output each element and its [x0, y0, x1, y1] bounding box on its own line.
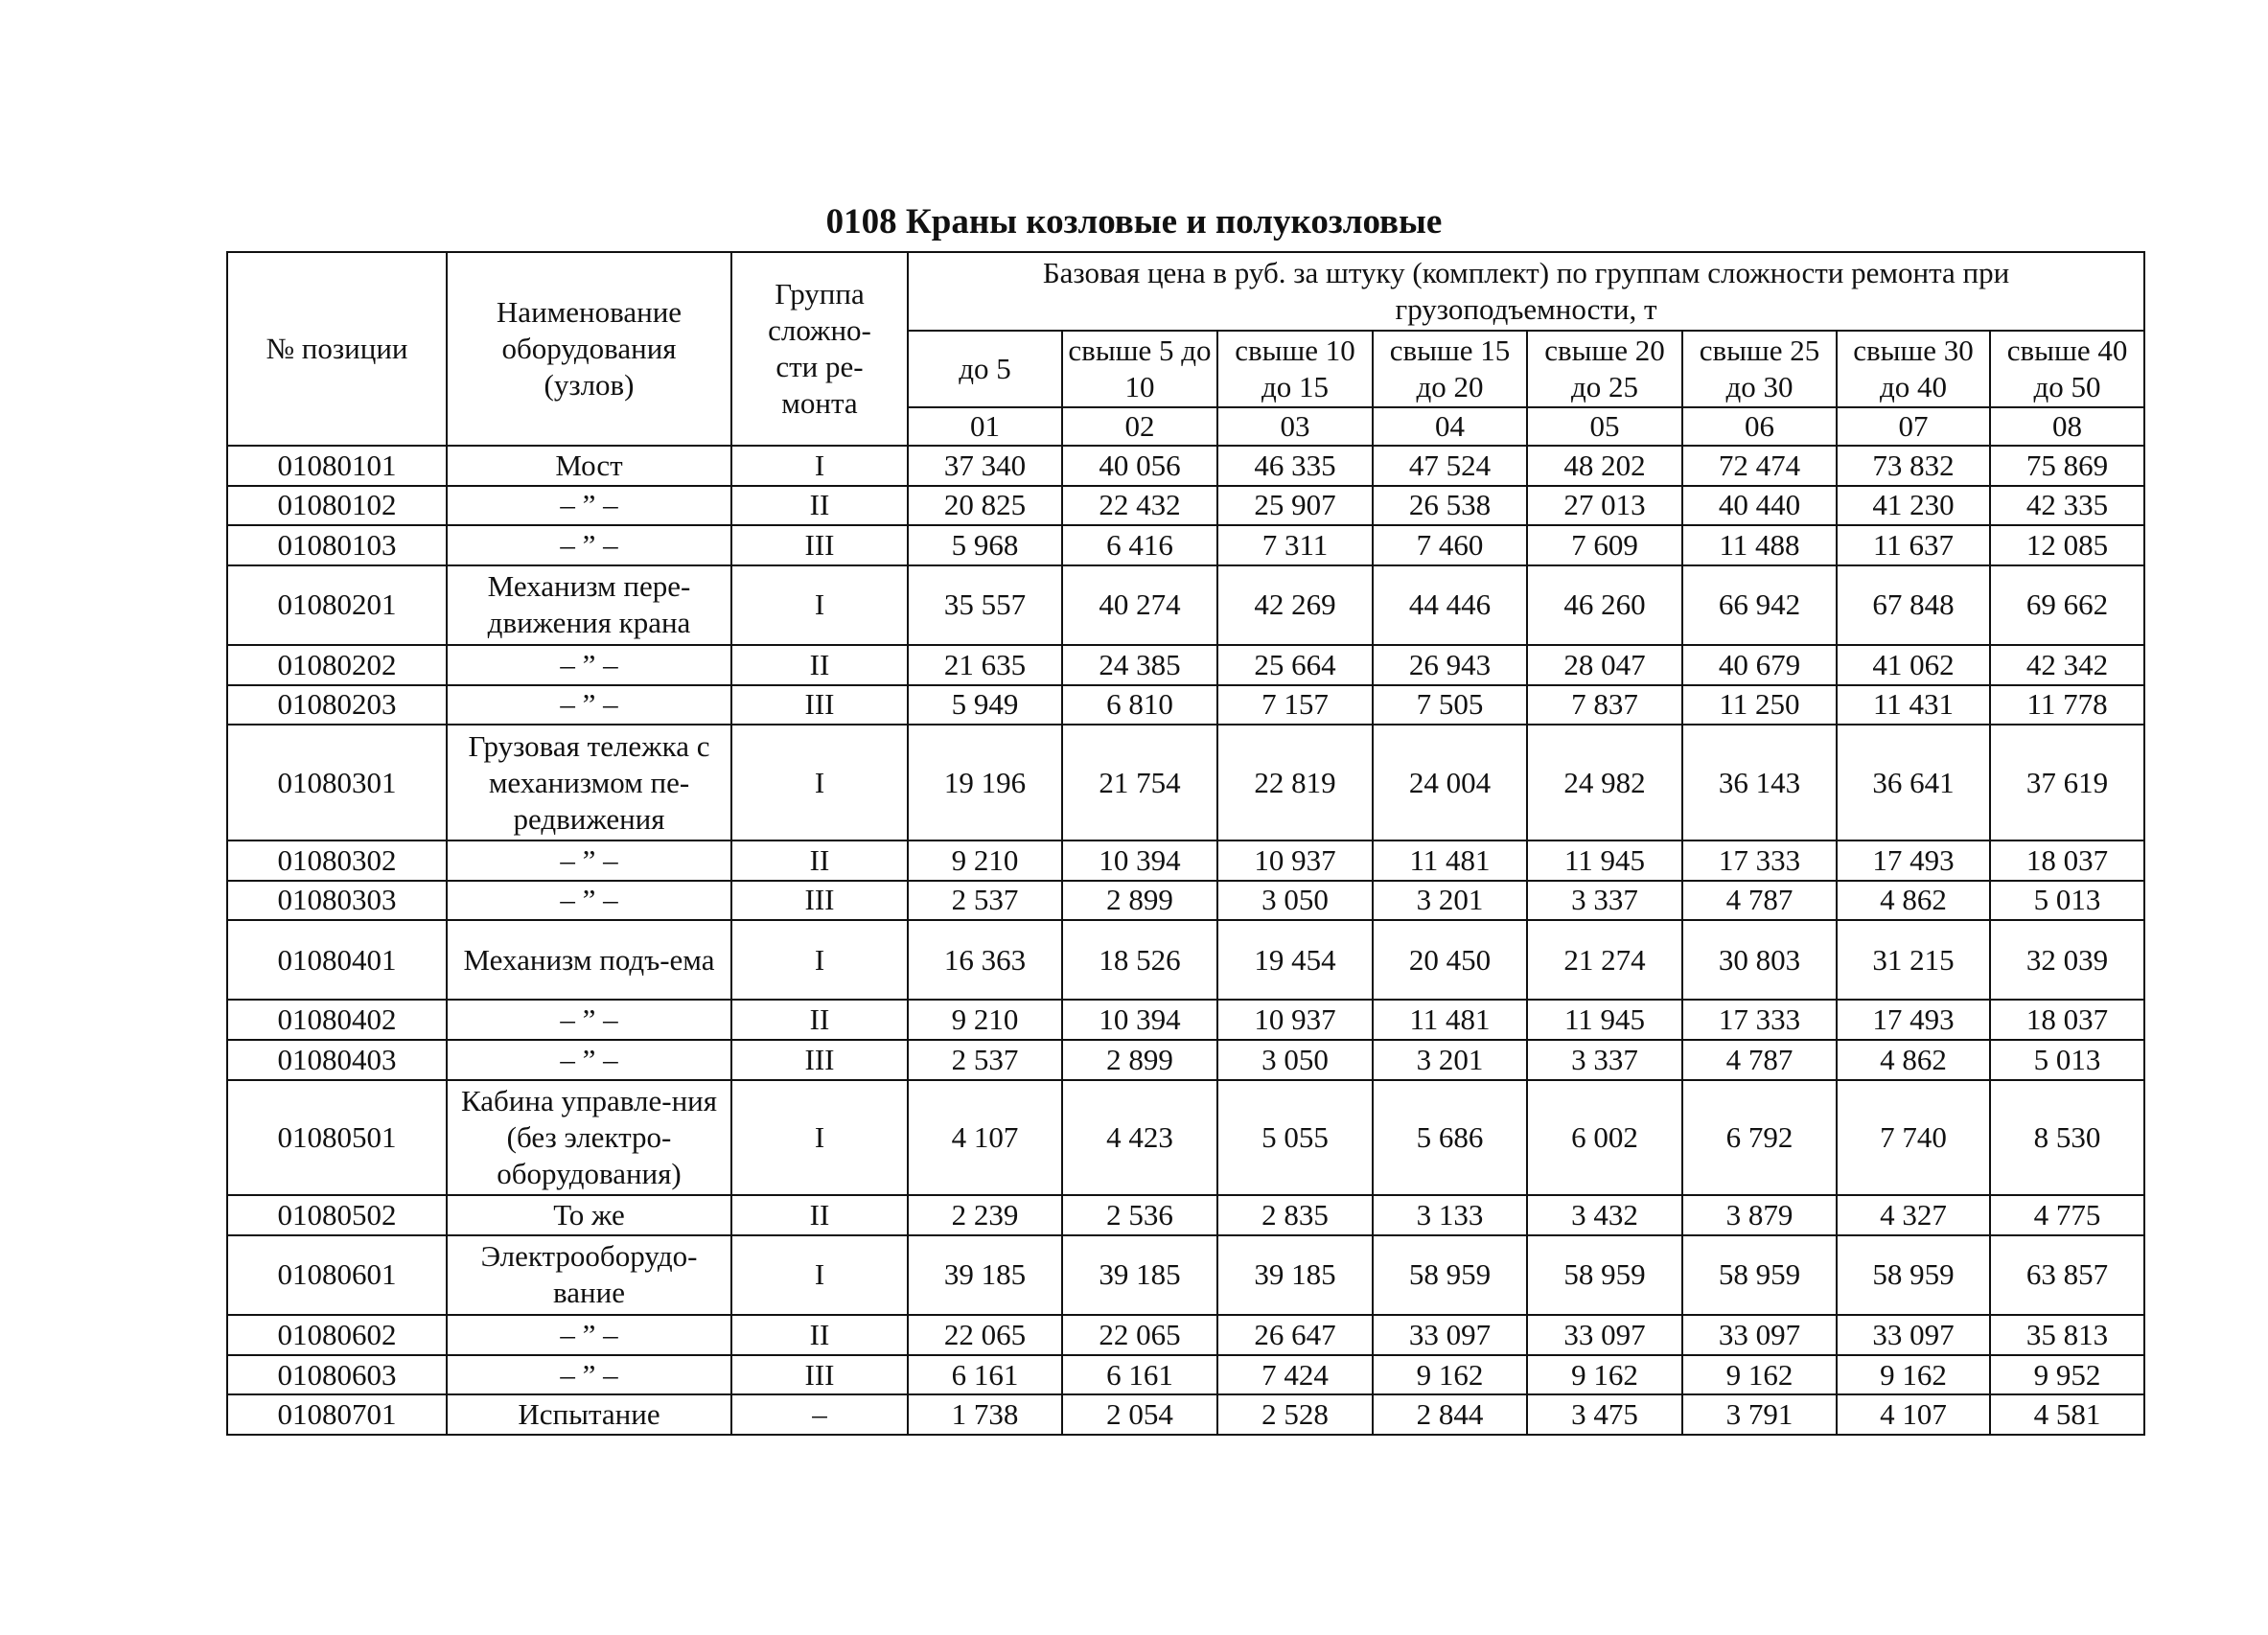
table-row: [227, 1355, 2144, 1395]
price-cell: 39 185: [1062, 1235, 1217, 1315]
table-row: [227, 565, 2144, 645]
table-row: [227, 446, 2144, 486]
price-cell: 22 065: [908, 1315, 1062, 1355]
position-code: 01080302: [227, 841, 447, 881]
price-cell: 4 862: [1837, 881, 1990, 921]
price-cell: 9 162: [1682, 1355, 1837, 1395]
price-cell: 2 536: [1062, 1195, 1217, 1235]
table-row: [227, 1080, 2144, 1196]
equipment-name: Механизм подъ-ема: [447, 920, 731, 1000]
price-cell: 7 424: [1217, 1355, 1373, 1395]
price-cell: 25 664: [1217, 645, 1373, 685]
col-header-range: свыше 15 до 20: [1373, 331, 1527, 407]
price-cell: 41 230: [1837, 486, 1990, 526]
price-cell: 7 740: [1837, 1080, 1990, 1196]
repair-group: II: [731, 1315, 908, 1355]
price-cell: 26 647: [1217, 1315, 1373, 1355]
equipment-name: – ” –: [447, 525, 731, 565]
price-cell: 9 210: [908, 841, 1062, 881]
price-cell: 11 637: [1837, 525, 1990, 565]
price-cell: 22 065: [1062, 1315, 1217, 1355]
price-cell: 2 899: [1062, 881, 1217, 921]
price-cell: 3 879: [1682, 1195, 1837, 1235]
table-row: [227, 1000, 2144, 1040]
repair-group: I: [731, 725, 908, 841]
price-cell: 5 949: [908, 685, 1062, 725]
table-row: [227, 1315, 2144, 1355]
price-cell: 40 679: [1682, 645, 1837, 685]
position-code: 01080201: [227, 565, 447, 645]
price-cell: 40 056: [1062, 446, 1217, 486]
repair-group: II: [731, 645, 908, 685]
repair-group: I: [731, 1080, 908, 1196]
position-code: 01080701: [227, 1394, 447, 1435]
price-cell: 4 107: [908, 1080, 1062, 1196]
price-cell: 67 848: [1837, 565, 1990, 645]
price-cell: 6 810: [1062, 685, 1217, 725]
col-header-name: Наименование оборудования (узлов): [447, 252, 731, 446]
price-cell: 11 945: [1527, 841, 1682, 881]
equipment-name: – ” –: [447, 841, 731, 881]
price-cell: 42 269: [1217, 565, 1373, 645]
price-cell: 33 097: [1682, 1315, 1837, 1355]
price-cell: 2 528: [1217, 1394, 1373, 1435]
price-cell: 30 803: [1682, 920, 1837, 1000]
col-header-code: 05: [1527, 407, 1682, 446]
position-code: 01080603: [227, 1355, 447, 1395]
price-cell: 39 185: [1217, 1235, 1373, 1315]
col-header-group: Группа сложно-сти ре-монта: [731, 252, 908, 446]
price-cell: 1 738: [908, 1394, 1062, 1435]
price-cell: 26 538: [1373, 486, 1527, 526]
repair-group: III: [731, 881, 908, 921]
col-header-code: 01: [908, 407, 1062, 446]
price-cell: 4 787: [1682, 881, 1837, 921]
table-row: [227, 1040, 2144, 1080]
col-header-code: 08: [1990, 407, 2144, 446]
position-code: 01080403: [227, 1040, 447, 1080]
price-cell: 4 327: [1837, 1195, 1990, 1235]
price-cell: 33 097: [1837, 1315, 1990, 1355]
table-row: [227, 685, 2144, 725]
price-cell: 33 097: [1527, 1315, 1682, 1355]
col-header-price: Базовая цена в руб. за штуку (комплект) по группам сложности ремонта при грузоподъемности, т: [908, 252, 2144, 331]
position-code: 01080101: [227, 446, 447, 486]
price-cell: 22 432: [1062, 486, 1217, 526]
price-cell: 9 952: [1990, 1355, 2144, 1395]
price-cell: 44 446: [1373, 565, 1527, 645]
price-cell: 75 869: [1990, 446, 2144, 486]
col-header-code: 02: [1062, 407, 1217, 446]
price-cell: 2 537: [908, 1040, 1062, 1080]
price-cell: 7 609: [1527, 525, 1682, 565]
price-cell: 7 837: [1527, 685, 1682, 725]
price-cell: 4 581: [1990, 1394, 2144, 1435]
table-header: [227, 252, 2144, 446]
repair-group: I: [731, 920, 908, 1000]
col-header-range: свыше 10 до 15: [1217, 331, 1373, 407]
repair-group: I: [731, 565, 908, 645]
position-code: 01080602: [227, 1315, 447, 1355]
repair-group: II: [731, 1195, 908, 1235]
table-row: [227, 645, 2144, 685]
price-cell: 3 201: [1373, 1040, 1527, 1080]
equipment-name: – ” –: [447, 486, 731, 526]
price-cell: 37 619: [1990, 725, 2144, 841]
repair-group: III: [731, 1040, 908, 1080]
price-cell: 35 557: [908, 565, 1062, 645]
price-cell: 2 899: [1062, 1040, 1217, 1080]
table-body: [227, 446, 2144, 1435]
price-cell: 3 337: [1527, 1040, 1682, 1080]
position-code: 01080401: [227, 920, 447, 1000]
price-cell: 11 481: [1373, 1000, 1527, 1040]
repair-group: II: [731, 841, 908, 881]
price-cell: 6 161: [908, 1355, 1062, 1395]
price-cell: 27 013: [1527, 486, 1682, 526]
repair-group: I: [731, 446, 908, 486]
price-cell: 40 440: [1682, 486, 1837, 526]
equipment-name: Грузовая тележка с механизмом пе-редвижения: [447, 725, 731, 841]
price-cell: 17 493: [1837, 1000, 1990, 1040]
price-cell: 2 844: [1373, 1394, 1527, 1435]
price-cell: 17 333: [1682, 1000, 1837, 1040]
price-cell: 5 013: [1990, 881, 2144, 921]
price-cell: 25 907: [1217, 486, 1373, 526]
price-cell: 20 825: [908, 486, 1062, 526]
position-code: 01080502: [227, 1195, 447, 1235]
page-title: 0108 Краны козловые и полукозловые: [825, 202, 1443, 242]
price-cell: 37 340: [908, 446, 1062, 486]
price-cell: 2 054: [1062, 1394, 1217, 1435]
price-cell: 11 431: [1837, 685, 1990, 725]
price-cell: 11 481: [1373, 841, 1527, 881]
price-cell: 5 055: [1217, 1080, 1373, 1196]
position-code: 01080402: [227, 1000, 447, 1040]
price-table: [226, 251, 2145, 1436]
position-code: 01080202: [227, 645, 447, 685]
price-cell: 6 161: [1062, 1355, 1217, 1395]
repair-group: III: [731, 1355, 908, 1395]
price-cell: 58 959: [1682, 1235, 1837, 1315]
price-cell: 8 530: [1990, 1080, 2144, 1196]
repair-group: I: [731, 1235, 908, 1315]
col-header-range: свыше 5 до 10: [1062, 331, 1217, 407]
price-cell: 2 239: [908, 1195, 1062, 1235]
price-cell: 9 162: [1527, 1355, 1682, 1395]
price-cell: 10 394: [1062, 841, 1217, 881]
price-cell: 3 791: [1682, 1394, 1837, 1435]
equipment-name: – ” –: [447, 685, 731, 725]
price-cell: 24 385: [1062, 645, 1217, 685]
equipment-name: – ” –: [447, 1355, 731, 1395]
price-cell: 17 333: [1682, 841, 1837, 881]
col-header-range: до 5: [908, 331, 1062, 407]
col-header-code: 06: [1682, 407, 1837, 446]
price-cell: 11 250: [1682, 685, 1837, 725]
price-cell: 16 363: [908, 920, 1062, 1000]
price-cell: 46 335: [1217, 446, 1373, 486]
price-cell: 58 959: [1837, 1235, 1990, 1315]
price-cell: 4 862: [1837, 1040, 1990, 1080]
price-cell: 9 210: [908, 1000, 1062, 1040]
price-cell: 4 775: [1990, 1195, 2144, 1235]
price-cell: 5 686: [1373, 1080, 1527, 1196]
price-cell: 18 526: [1062, 920, 1217, 1000]
repair-group: III: [731, 685, 908, 725]
repair-group: II: [731, 486, 908, 526]
price-cell: 33 097: [1373, 1315, 1527, 1355]
price-cell: 21 754: [1062, 725, 1217, 841]
col-header-range: свыше 30 до 40: [1837, 331, 1990, 407]
price-cell: 72 474: [1682, 446, 1837, 486]
price-cell: 35 813: [1990, 1315, 2144, 1355]
price-cell: 10 937: [1217, 841, 1373, 881]
col-header-range: свыше 20 до 25: [1527, 331, 1682, 407]
price-cell: 41 062: [1837, 645, 1990, 685]
position-code: 01080303: [227, 881, 447, 921]
price-cell: 11 488: [1682, 525, 1837, 565]
price-cell: 10 394: [1062, 1000, 1217, 1040]
price-cell: 6 002: [1527, 1080, 1682, 1196]
price-cell: 24 982: [1527, 725, 1682, 841]
equipment-name: Испытание: [447, 1394, 731, 1435]
table-row: [227, 1195, 2144, 1235]
table-row: [227, 881, 2144, 921]
price-cell: 3 133: [1373, 1195, 1527, 1235]
price-cell: 47 524: [1373, 446, 1527, 486]
equipment-name: Электрооборудо-вание: [447, 1235, 731, 1315]
price-cell: 2 835: [1217, 1195, 1373, 1235]
price-cell: 58 959: [1527, 1235, 1682, 1315]
table-row: [227, 525, 2144, 565]
price-cell: 3 432: [1527, 1195, 1682, 1235]
position-code: 01080501: [227, 1080, 447, 1196]
equipment-name: – ” –: [447, 645, 731, 685]
price-cell: 24 004: [1373, 725, 1527, 841]
price-cell: 7 505: [1373, 685, 1527, 725]
price-cell: 32 039: [1990, 920, 2144, 1000]
price-cell: 36 143: [1682, 725, 1837, 841]
col-header-range: свыше 25 до 30: [1682, 331, 1837, 407]
price-cell: 26 943: [1373, 645, 1527, 685]
col-header-range: свыше 40 до 50: [1990, 331, 2144, 407]
equipment-name: Кабина управле-ния (без электро-оборудования): [447, 1080, 731, 1196]
table-row: [227, 841, 2144, 881]
equipment-name: Мост: [447, 446, 731, 486]
repair-group: III: [731, 525, 908, 565]
price-cell: 4 107: [1837, 1394, 1990, 1435]
price-cell: 3 050: [1217, 1040, 1373, 1080]
price-cell: 22 819: [1217, 725, 1373, 841]
price-cell: 46 260: [1527, 565, 1682, 645]
price-cell: 36 641: [1837, 725, 1990, 841]
price-cell: 9 162: [1837, 1355, 1990, 1395]
equipment-name: То же: [447, 1195, 731, 1235]
price-cell: 3 475: [1527, 1394, 1682, 1435]
price-cell: 10 937: [1217, 1000, 1373, 1040]
price-cell: 40 274: [1062, 565, 1217, 645]
price-cell: 19 196: [908, 725, 1062, 841]
price-cell: 66 942: [1682, 565, 1837, 645]
price-cell: 58 959: [1373, 1235, 1527, 1315]
position-code: 01080203: [227, 685, 447, 725]
price-cell: 6 792: [1682, 1080, 1837, 1196]
price-cell: 42 342: [1990, 645, 2144, 685]
equipment-name: – ” –: [447, 1000, 731, 1040]
position-code: 01080103: [227, 525, 447, 565]
price-cell: 21 635: [908, 645, 1062, 685]
equipment-name: – ” –: [447, 881, 731, 921]
price-cell: 11 945: [1527, 1000, 1682, 1040]
table-row: [227, 1394, 2144, 1435]
price-cell: 42 335: [1990, 486, 2144, 526]
price-cell: 3 337: [1527, 881, 1682, 921]
repair-group: –: [731, 1394, 908, 1435]
price-cell: 39 185: [908, 1235, 1062, 1315]
price-cell: 31 215: [1837, 920, 1990, 1000]
position-code: 01080601: [227, 1235, 447, 1315]
price-cell: 20 450: [1373, 920, 1527, 1000]
col-header-position: № позиции: [227, 252, 447, 446]
equipment-name: – ” –: [447, 1040, 731, 1080]
price-cell: 63 857: [1990, 1235, 2144, 1315]
price-cell: 7 157: [1217, 685, 1373, 725]
price-cell: 11 778: [1990, 685, 2144, 725]
price-cell: 18 037: [1990, 841, 2144, 881]
col-header-code: 04: [1373, 407, 1527, 446]
price-cell: 4 423: [1062, 1080, 1217, 1196]
col-header-code: 07: [1837, 407, 1990, 446]
price-cell: 2 537: [908, 881, 1062, 921]
price-cell: 19 454: [1217, 920, 1373, 1000]
table-row: [227, 1235, 2144, 1315]
repair-group: II: [731, 1000, 908, 1040]
equipment-name: – ” –: [447, 1315, 731, 1355]
price-cell: 6 416: [1062, 525, 1217, 565]
price-cell: 3 201: [1373, 881, 1527, 921]
table-row: [227, 725, 2144, 841]
position-code: 01080102: [227, 486, 447, 526]
price-cell: 12 085: [1990, 525, 2144, 565]
table-row: [227, 920, 2144, 1000]
position-code: 01080301: [227, 725, 447, 841]
price-cell: 18 037: [1990, 1000, 2144, 1040]
price-cell: 21 274: [1527, 920, 1682, 1000]
price-cell: 69 662: [1990, 565, 2144, 645]
price-cell: 7 460: [1373, 525, 1527, 565]
price-cell: 17 493: [1837, 841, 1990, 881]
price-cell: 9 162: [1373, 1355, 1527, 1395]
price-cell: 73 832: [1837, 446, 1990, 486]
equipment-name: Механизм пере-движения крана: [447, 565, 731, 645]
price-cell: 28 047: [1527, 645, 1682, 685]
price-cell: 48 202: [1527, 446, 1682, 486]
col-header-code: 03: [1217, 407, 1373, 446]
price-cell: 3 050: [1217, 881, 1373, 921]
price-cell: 4 787: [1682, 1040, 1837, 1080]
price-cell: 5 013: [1990, 1040, 2144, 1080]
price-cell: 5 968: [908, 525, 1062, 565]
table-row: [227, 486, 2144, 526]
price-cell: 7 311: [1217, 525, 1373, 565]
